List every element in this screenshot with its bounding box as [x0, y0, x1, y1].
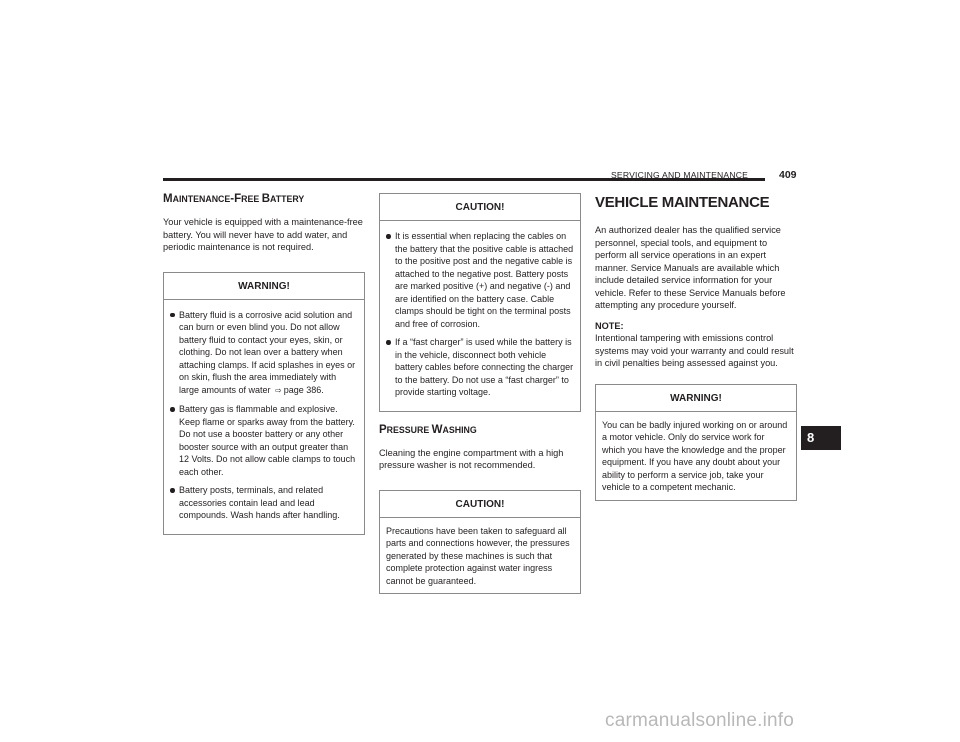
- vehicle-maintenance-paragraph: An authorized dealer has the qualified service personnel, special tools, and equipment to perform all service operations in an expert manner. Service Manuals are available which include detailed service information for your vehicle. Refer to these Service Manuals before attempting any procedure yourself.: [595, 225, 786, 310]
- warning-title: WARNING!: [596, 385, 796, 412]
- battery-cable-caution-box: [379, 193, 581, 412]
- chapter-tab: 8: [801, 426, 841, 450]
- page-number: 409: [779, 169, 797, 181]
- column-3: [595, 193, 797, 501]
- warning-item-acid: Battery fluid is a corrosive acid solution and can burn or even blind you. Do not allow battery fluid to contact your eyes, skin, or clothing. Do not lean over a battery when attaching clamps. If acid splashes in eyes or on skin, flush the area immediately with large amounts of water ⇨ page 386.: [170, 309, 358, 398]
- warning-text: You can be badly injured working on or around a motor vehicle. Only do service work for which you have the knowledge and the proper equipment. If you have any doubt about your ability to perform a service job, take your vehicle to a competent mechanic.: [602, 419, 788, 492]
- note-text: Intentional tampering with emissions control systems may void your warranty and could result in civil penalties being assessed against you.: [595, 333, 794, 368]
- running-header-section: SERVICING AND MAINTENANCE: [611, 170, 749, 180]
- battery-intro-paragraph: Your vehicle is equipped with a maintenance-free battery. You will never have to add water, and periodic maintenance is not required.: [163, 217, 363, 252]
- section-heading-pressure-washing: PRESSURE WASHING: [379, 423, 477, 436]
- battery-warning-box: [163, 272, 365, 535]
- column-2: [379, 193, 581, 594]
- warning-title: WARNING!: [164, 273, 364, 300]
- caution-title: CAUTION!: [380, 194, 580, 221]
- page-reference-link[interactable]: page 386.: [283, 384, 324, 395]
- column-1: [163, 192, 365, 535]
- caution-title: CAUTION!: [380, 491, 580, 518]
- section-heading-vehicle-maintenance: VEHICLE MAINTENANCE: [595, 194, 770, 211]
- caution-text: Precautions have been taken to safeguard all parts and connections however, the pressures generated by these machines is such that complete protection against water ingress cannot be guaranteed.: [386, 525, 570, 586]
- vehicle-maintenance-warning-box: [595, 384, 797, 501]
- watermark: carmanualsonline.info: [605, 710, 795, 731]
- page-reference-arrow-icon: ⇨: [275, 385, 282, 395]
- pressure-washing-caution-box: [379, 490, 581, 595]
- caution-item-fast-charger: If a “fast charger” is used while the battery is in the vehicle, disconnect both vehicle battery cables before connecting the charger to the battery. Do not use a “fast charger” to provide starting voltage.: [386, 336, 574, 399]
- note-label: NOTE:: [595, 320, 624, 331]
- warning-item-lead: Battery posts, terminals, and related accessories contain lead and lead compounds. Wash hands after handling.: [170, 484, 358, 522]
- section-heading-maintenance-free-battery: MAINTENANCE-FREE BATTERY: [163, 193, 305, 205]
- caution-item-cables: It is essential when replacing the cables on the battery that the positive cable is attached to the positive post and the negative cable is attached to the negative post. Battery posts are marked positive (+) and negative (-) and are identified on the battery case. Cable clamps should be tight on the terminal posts and free of corrosion.: [386, 230, 574, 330]
- pressure-washing-paragraph: Cleaning the engine compartment with a high pressure washer is not recommended.: [379, 447, 564, 470]
- warning-item-gas: Battery gas is flammable and explosive. Keep flame or sparks away from the battery. Do not use a booster battery or any other booster source with an output greater than 12 Volts. Do not allow cable clamps to touch each other.: [170, 403, 358, 478]
